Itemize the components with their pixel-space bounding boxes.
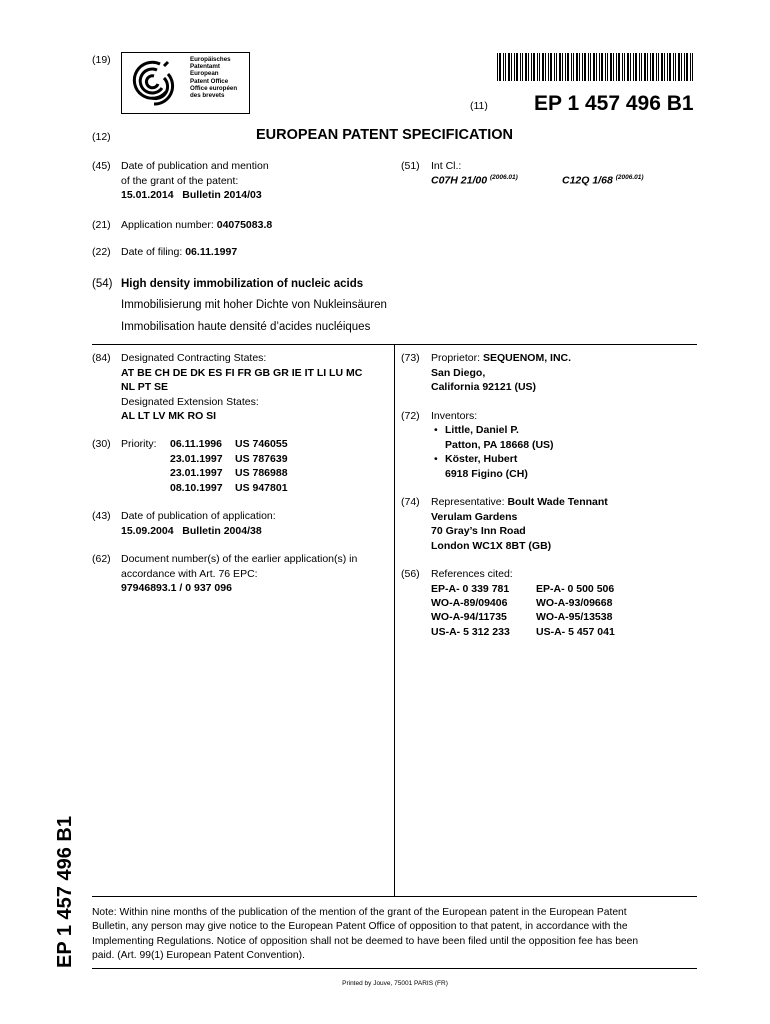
inventor-address: Patton, PA 18668 (US): [445, 439, 554, 451]
extension-states: AL LT LV MK RO SI: [121, 410, 217, 422]
code-84: (84): [92, 352, 111, 364]
application-pub-label: Date of publication of application:: [121, 510, 276, 522]
priority-date: 23.01.1997: [170, 453, 223, 465]
reference: WO-A-89/09406: [431, 597, 508, 609]
note-line-1: Note: Within nine months of the publication of the mention of the grant of the European patent in the European Patent: [92, 907, 627, 918]
extension-states-label: Designated Extension States:: [121, 396, 259, 408]
document-type: EUROPEAN PATENT SPECIFICATION: [256, 127, 513, 143]
priority-number: US 786988: [235, 467, 288, 479]
reference: US-A- 5 312 233: [431, 626, 510, 638]
reference: WO-A-94/11735: [431, 611, 507, 623]
code-43: (43): [92, 510, 111, 522]
earlier-app-label-2: accordance with Art. 76 EPC:: [121, 568, 258, 580]
representative-address-3: London WC1X 8BT (GB): [431, 540, 552, 552]
priority-label: Priority:: [121, 438, 157, 450]
epo-logo: [121, 52, 250, 114]
priority-date: 06.11.1996: [170, 438, 222, 450]
side-publication-number: EP 1 457 496 B1: [54, 816, 76, 968]
code-30: (30): [92, 438, 111, 450]
priority-number: US 947801: [235, 482, 288, 494]
filing-date: Date of filing: 06.11.1997: [121, 246, 238, 258]
code-72: (72): [401, 410, 420, 422]
office-name: Europäisches Patentamt European Patent Office Office européen des brevets: [190, 56, 238, 100]
proprietor-address-2: California 92121 (US): [431, 381, 537, 393]
reference: US-A- 5 457 041: [536, 626, 615, 638]
earlier-app-label-1: Document number(s) of the earlier application(s) in: [121, 553, 358, 565]
note-line-4: paid. (Art. 99(1) European Patent Convention).: [92, 950, 305, 961]
inventor-name: Köster, Hubert: [445, 453, 518, 465]
representative-address-1: Verulam Gardens: [431, 511, 518, 523]
code-21: (21): [92, 219, 111, 231]
proprietor: Proprietor: SEQUENOM, INC.: [431, 352, 572, 364]
application-pub-value: 15.09.2004 Bulletin 2004/38: [121, 525, 262, 537]
note-line-3: Implementing Regulations. Notice of opposition shall not be deemed to have been filed until the opposition fee has been: [92, 936, 639, 947]
printer-footer: Printed by Jouve, 75001 PARIS (FR): [342, 980, 448, 987]
bullet-icon: •: [434, 453, 438, 465]
grant-date-value: 15.01.2014 Bulletin 2014/03: [121, 189, 262, 201]
contracting-states-2: NL PT SE: [121, 381, 169, 393]
priority-number: US 787639: [235, 453, 288, 465]
int-class-2: C12Q 1/68 $^{(2006.01)}$: [562, 174, 644, 187]
code-12: (12): [92, 131, 111, 143]
inventor-address: 6918 Figino (CH): [445, 468, 528, 480]
bullet-icon: •: [434, 424, 438, 436]
code-54: (54): [92, 278, 113, 290]
reference: EP-A- 0 500 506: [536, 583, 615, 595]
reference: WO-A-93/09668: [536, 597, 613, 609]
code-22: (22): [92, 246, 111, 258]
epo-emblem-icon: [124, 54, 186, 112]
code-62: (62): [92, 553, 111, 565]
application-number: Application number: 04075083.8: [121, 219, 273, 231]
grant-date-label-2: of the grant of the patent:: [121, 175, 239, 187]
references-label: References cited:: [431, 568, 513, 580]
grant-date-label-1: Date of publication and mention: [121, 160, 269, 172]
proprietor-address-1: San Diego,: [431, 367, 486, 379]
publication-number: EP 1 457 496 B1: [534, 92, 694, 115]
barcode: [497, 53, 697, 81]
priority-date: 08.10.1997: [170, 482, 223, 494]
note-divider-top: [92, 896, 697, 897]
reference: WO-A-95/13538: [536, 611, 613, 623]
int-cl-label: Int Cl.:: [431, 160, 462, 172]
column-divider: [394, 345, 395, 896]
note-divider-bottom: [92, 968, 697, 969]
reference: EP-A- 0 339 781: [431, 583, 510, 595]
int-class-1: C07H 21/00 $^{(2006.01)}$: [431, 174, 518, 187]
code-45: (45): [92, 160, 111, 172]
title-fr: Immobilisation haute densité d’acides nucléiques: [121, 321, 371, 333]
earlier-app-value: 97946893.1 / 0 937 096: [121, 582, 232, 594]
title-en: High density immobilization of nucleic acids: [121, 278, 364, 290]
contracting-states-label: Designated Contracting States:: [121, 352, 267, 364]
title-de: Immobilisierung mit hoher Dichte von Nukleinsäuren: [121, 299, 387, 311]
code-74: (74): [401, 496, 420, 508]
inventor-name: Little, Daniel P.: [445, 424, 519, 436]
code-19: (19): [92, 54, 111, 66]
representative-address-2: 70 Gray’s Inn Road: [431, 525, 526, 537]
contracting-states-1: AT BE CH DE DK ES FI FR GB GR IE IT LI LU MC: [121, 367, 363, 379]
note-line-2: Bulletin, any person may give notice to the European Patent Office of opposition to that patent, in accordance with the: [92, 921, 628, 932]
priority-date: 23.01.1997: [170, 467, 223, 479]
priority-number: US 746055: [235, 438, 288, 450]
code-56: (56): [401, 568, 420, 580]
code-73: (73): [401, 352, 420, 364]
inventors-label: Inventors:: [431, 410, 478, 422]
representative: Representative: Boult Wade Tennant: [431, 496, 608, 508]
code-11: (11): [470, 100, 488, 112]
code-51: (51): [401, 160, 420, 172]
